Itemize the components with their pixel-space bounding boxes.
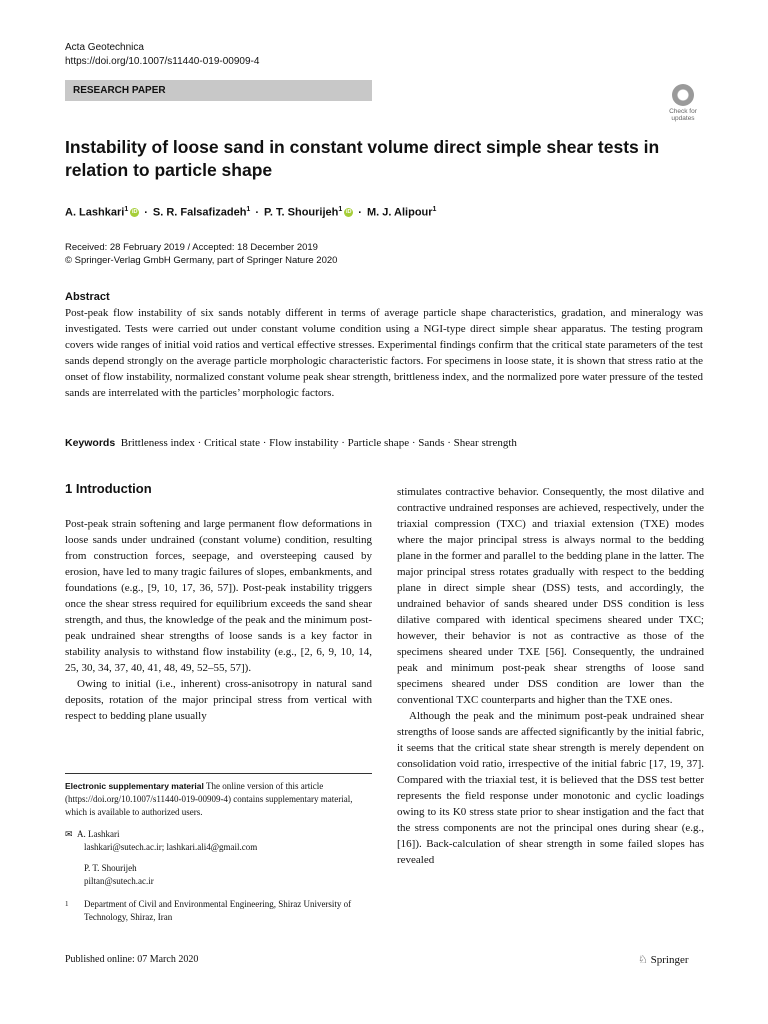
column-right	[397, 484, 704, 868]
author-name[interactable]: A. Lashkari	[65, 206, 125, 219]
received-accepted: Received: 28 February 2019 / Accepted: 18 December 2019	[65, 242, 318, 253]
paper-title: Instability of loose sand in constant volume direct simple shear tests in relation to particle shape	[65, 137, 660, 180]
keywords-label: Keywords	[65, 437, 116, 449]
abstract-heading: Abstract	[65, 291, 110, 303]
column-left	[65, 516, 372, 724]
article-type-banner: RESEARCH PAPER	[65, 80, 372, 101]
check-updates-label: Check for updates	[669, 108, 697, 122]
paragraph: Although the peak and the minimum post-peak undrained shear strengths of loose sands are affected significantly by the initial fabric, it seems that the critical state shear strength is merely dependent on consolidation void ratio, irrespective of the initial fabric [17, 19, 37]. Compared with the triaxial test, it is believed that the DSS test better represents the field response under monotonic and cyclic loadings owing to its K0 stress state prior to shear instigation and the fact that the stress components are not the principal ones during shear (e.g., [16]). Back-calculation of shear strength in some failed slopes has revealed	[397, 710, 704, 866]
affiliation	[65, 898, 372, 924]
keywords-text: Brittleness index · Critical state · Flow instability · Particle shape · Sands · Shear strength	[120, 437, 517, 449]
paragraph: Post-peak strain softening and large permanent flow deformations in loose sands under undrained (constant volume) condition, resulting from construction forces, seepage, and oversteeping caused by erosion, have led to many tragic failures of slopes, embankments, and foundations (e.g., [9, 10, 17, 36, 57]). Post-peak instability triggers once the shear stress required for equilibrium exceeds the sand shear strength, and thus, the knowledge of the peak and the minimum post-peak undrained shear strengths of loose sands is a key factor in stability analysis to withstand flow instability (e.g., [2, 6, 9, 10, 14, 25, 30, 34, 37, 40, 41, 48, 49, 52–55, 57]).	[65, 518, 372, 674]
bookmark-icon	[672, 84, 694, 106]
published-date: Published online: 07 March 2020	[65, 954, 199, 965]
journal-header	[65, 41, 259, 69]
esm-label: Electronic supplementary material	[65, 781, 204, 791]
affiliation-number: 1	[65, 900, 69, 908]
keywords	[65, 436, 705, 450]
envelope-icon: ✉	[65, 829, 73, 839]
contact-name: P. T. Shourijeh	[84, 863, 137, 873]
footnote-divider	[65, 773, 372, 774]
publisher-logo	[638, 953, 689, 966]
paragraph: stimulates contractive behavior. Consequently, the most dilative and contractive undrained responses are achieved, respectively, under the triaxial compression (TXC) and triaxial extension (TXE) modes where the major principal stress is always normal to the bedding plane in the former and parallel to the bedding plane in the latter. The major principal stress rotates gradually with respect to the bedding plane in direct simple shear (DSS) tests, and accordingly, the undrained behavior of sands sheared under DSS condition is less dilative compared with identical specimens sheared under TXC; however, their behavior is not as contractive as those of the specimens sheared under TXE [56]. Consequently, the undrained peak and minimum post-peak shear strengths of loose sand specimens sheared under DSS condition are lower than the conventional TXC counterparts and higher than the TXE ones.	[397, 486, 704, 706]
section-heading: 1 Introduction	[65, 481, 152, 496]
publisher-name: Springer	[650, 954, 689, 966]
author-name[interactable]: M. J. Alipour	[366, 206, 433, 219]
affiliation-text: Department of Civil and Environmental Engineering, Shiraz University of Technology, Shiraz, Iran	[84, 899, 352, 922]
copyright: © Springer-Verlag GmbH Germany, part of Springer Nature 2020	[65, 255, 338, 266]
author-name[interactable]: S. R. Falsafizadeh	[152, 206, 247, 219]
abstract-text: Post-peak flow instability of six sands notably different in terms of average particle shape characteristics, gradation, and mineralogy was investigated. Tests were carried out under constant volume condition using a NGI-type direct simple shear apparatus. The testing program covers wide ranges of initial void ratios and vertical effective stresses. Experimental findings confirm that the critical state parameters of the test sands depend strongly on the average particle morphologic characteristic factors. For specimens in loose state, it is shown that stress ratio at the onset of flow instability, normalized constant volume peak shear strength, brittleness index, and the normalized pore water pressure of the tested sands are interrelated with the particles’ morphologic factors.	[65, 307, 703, 399]
journal-name: Acta Geotechnica	[65, 42, 144, 53]
contact-email[interactable]: piltan@sutech.ac.ir	[84, 876, 154, 886]
doi-link[interactable]: https://doi.org/10.1007/s11440-019-00909-4	[65, 56, 260, 67]
esm-text: The online version of this article (https://doi.org/10.1007/s11440-019-00909-4) contains supplementary material, which is available to authorized users.	[65, 781, 353, 817]
contact-info	[65, 828, 372, 888]
author-name[interactable]: P. T. Shourijeh	[264, 206, 339, 219]
contact-email[interactable]: lashkari@sutech.ac.ir; lashkari.ali4@gmail.com	[84, 842, 258, 852]
contact-name: A. Lashkari	[77, 829, 120, 839]
supplementary-note	[65, 780, 372, 819]
orcid-icon[interactable]: iD	[131, 209, 138, 216]
author-list: A. Lashkari$^1$ iD · S. R. Falsafizadeh$^1$ · P. T. Shourijeh$^1$ iD · M. J. Alipour$^1$	[65, 206, 437, 219]
article-dates	[65, 241, 337, 267]
springer-horse-icon: ♘	[638, 954, 648, 966]
paragraph: Owing to initial (i.e., inherent) cross-anisotropy in natural sand deposits, rotation of the major principal stress from vertical with respect to bedding plane usually	[65, 678, 372, 722]
orcid-icon[interactable]: iD	[346, 209, 352, 216]
check-for-updates-badge[interactable]	[662, 84, 704, 124]
